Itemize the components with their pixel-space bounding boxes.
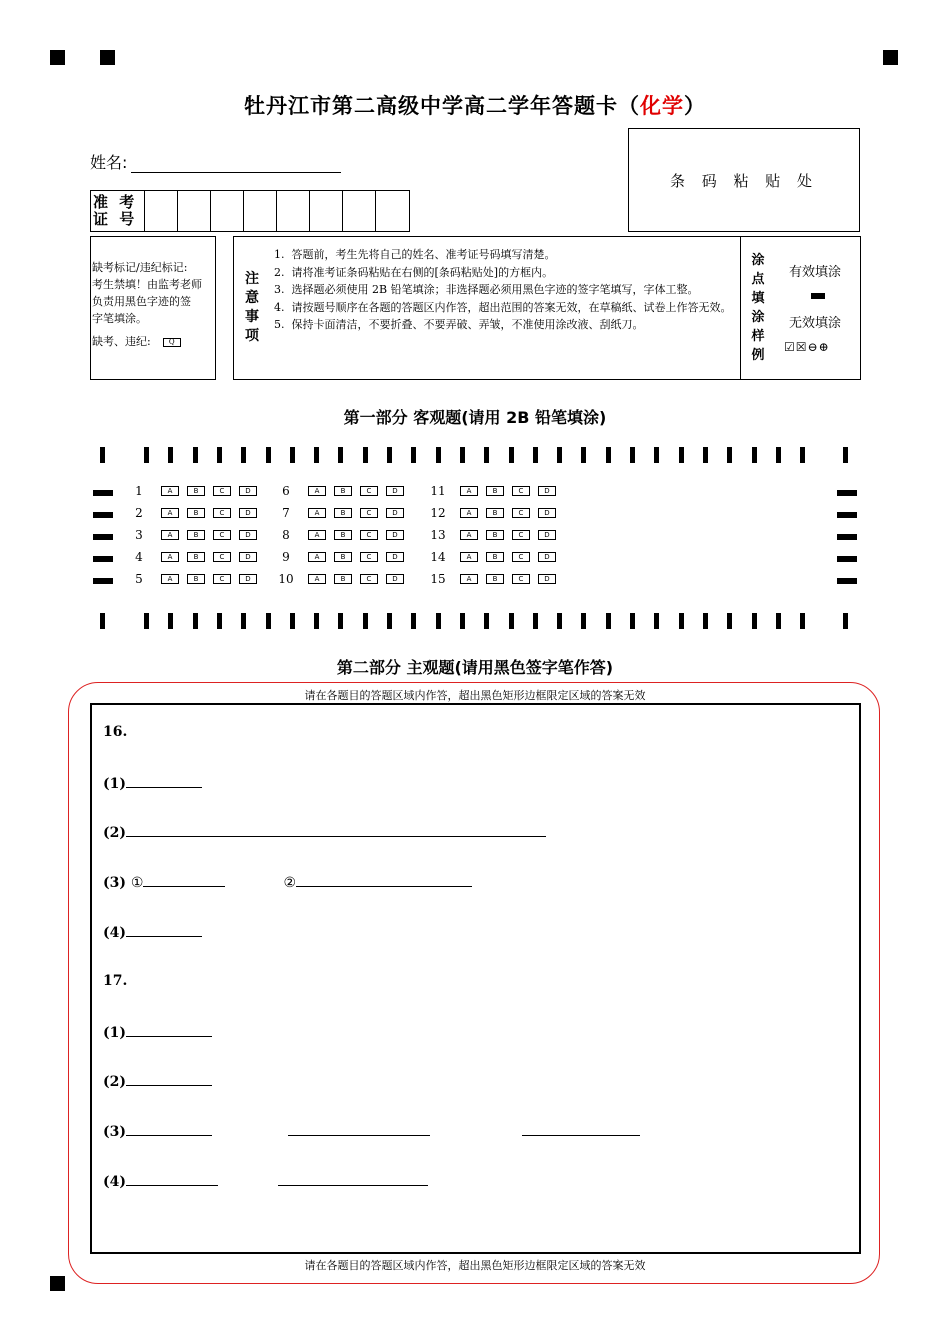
timing-mark [387,613,392,629]
timing-mark [363,447,368,463]
timing-mark [509,447,514,463]
page-title: 牡丹江市第二高级中学高二学年答题卡（化学） [244,94,706,118]
answer-blank[interactable] [522,1122,640,1136]
option-bubble-b[interactable]: B [334,486,352,496]
area-note-bottom: 请在各题目的答题区域内作答，超出黑色矩形边框限定区域的答案无效 [304,1259,646,1272]
timing-mark [679,613,684,629]
exam-id-cell[interactable] [310,191,343,231]
option-bubble-d[interactable]: D [538,574,556,584]
question-number: 14 [430,550,446,564]
corner-mark-bottom-left [50,1276,65,1291]
option-bubble-a[interactable]: A [161,552,179,562]
option-bubble-b[interactable]: B [486,486,504,496]
exam-id-cell[interactable] [343,191,376,231]
timing-mark [460,447,465,463]
option-bubble-c[interactable]: C [512,530,530,540]
option-bubble-d[interactable]: D [538,508,556,518]
row-mark [93,490,113,496]
timing-mark [217,447,222,463]
timing-mark [436,613,441,629]
row-mark [93,578,113,584]
timing-mark [484,613,489,629]
fill-sample-label: 涂 点 填 涂 样 例 [751,253,765,363]
notice-title: 注 意 事 项 [245,271,259,344]
option-bubble-a[interactable]: A [161,530,179,540]
timing-mark [581,613,586,629]
option-bubble-a[interactable]: A [460,552,478,562]
answer-blank[interactable] [126,774,202,788]
timing-mark [606,447,611,463]
name-label: 姓名: [90,153,128,172]
timing-mark [217,613,222,629]
answer-blank[interactable] [126,823,546,837]
timing-mark [703,613,708,629]
valid-fill-label: 有效填涂 [789,265,842,280]
option-bubble-d[interactable]: D [239,574,257,584]
subject-label: 化学 [640,94,684,118]
timing-mark [800,447,805,463]
q17-part2: (2) [103,1072,212,1090]
fill-sample [740,237,860,379]
option-bubble-d[interactable]: D [386,552,404,562]
notice-item: 1. 答题前，考生先将自己的姓名、准考证号码填写清楚。 [274,248,556,261]
notice-list [270,237,740,379]
exam-id-cell[interactable] [277,191,310,231]
valid-fill-mark [811,293,825,299]
invalid-fill-marks: ☑☒⊖⊕ [784,340,830,354]
row-mark [837,490,857,496]
q16-part1: (1) [103,774,202,792]
option-bubble-b[interactable]: B [486,508,504,518]
option-bubble-a[interactable]: A [161,486,179,496]
option-bubble-d[interactable]: D [386,574,404,584]
q16-label: 16. [103,724,128,740]
timing-mark [100,613,105,629]
timing-mark [290,613,295,629]
option-bubble-b[interactable]: B [334,574,352,584]
option-bubble-d[interactable]: D [239,552,257,562]
timing-mark [752,613,757,629]
area-note-top: 请在各题目的答题区域内作答，超出黑色矩形边框限定区域的答案无效 [304,689,646,702]
timing-mark [581,447,586,463]
option-bubble-c[interactable]: C [512,574,530,584]
timing-mark [654,613,659,629]
exam-id-cell[interactable] [244,191,277,231]
row-mark [837,512,857,518]
timing-mark [338,613,343,629]
corner-mark-top-left-1 [50,50,65,65]
question-number: 7 [282,506,290,520]
q17-label: 17. [103,973,128,989]
timing-mark [193,447,198,463]
option-bubble-a[interactable]: A [308,486,326,496]
timing-mark [436,447,441,463]
q17-part3: (3) [103,1122,640,1140]
timing-mark [460,613,465,629]
timing-mark [266,613,271,629]
option-bubble-b[interactable]: B [187,530,205,540]
exam-id-grid [90,190,410,232]
option-bubble-c[interactable]: C [360,574,378,584]
timing-mark [800,613,805,629]
option-bubble-c[interactable]: C [213,552,231,562]
option-bubble-d[interactable]: D [386,508,404,518]
option-bubble-b[interactable]: B [334,508,352,518]
invalid-fill-label: 无效填涂 [789,316,842,331]
timing-mark [363,613,368,629]
answer-blank[interactable] [126,1172,218,1186]
timing-mark [533,613,538,629]
option-bubble-a[interactable]: A [308,552,326,562]
answer-blank[interactable] [126,1122,212,1136]
notice-item: 4. 请按题号顺序在各题的答题区内作答，超出范围的答案无效，在草稿纸、试卷上作答无效。 [274,300,732,314]
question-number: 6 [282,484,290,498]
option-bubble-b[interactable]: B [187,508,205,518]
option-bubble-d[interactable]: D [386,486,404,496]
timing-mark [727,447,732,463]
timing-mark [752,447,757,463]
option-bubble-a[interactable]: A [460,508,478,518]
timing-mark [387,447,392,463]
option-bubble-c[interactable]: C [213,508,231,518]
question-number: 8 [282,528,290,542]
option-bubble-d[interactable]: D [239,530,257,540]
absent-mark-box: 缺考标记/违纪标记: 考生禁填！由监考老师 负责用黑色字迹的签 字笔填涂。 缺考、违纪: Q [90,236,216,380]
timing-mark [411,447,416,463]
timing-mark [484,447,489,463]
q17-part4: (4) [103,1172,428,1190]
timing-mark [241,447,246,463]
q16-part4: (4) [103,923,202,941]
option-bubble-a[interactable]: A [460,486,478,496]
timing-mark [193,613,198,629]
option-bubble-c[interactable]: C [512,508,530,518]
answer-blank[interactable] [126,1072,212,1086]
option-bubble-c[interactable]: C [213,486,231,496]
row-mark [837,534,857,540]
notice-item: 3. 选择题必须使用 2B 铅笔填涂；非选择题必须用黑色字迹的签字笔填写，字体工整。 [274,283,699,296]
option-bubble-d[interactable]: D [538,530,556,540]
option-bubble-b[interactable]: B [334,530,352,540]
timing-mark [776,447,781,463]
corner-mark-top-right [883,50,898,65]
notice-item: 2. 请将准考证条码粘贴在右侧的[条码粘贴处]的方框内。 [274,265,554,279]
option-bubble-a[interactable]: A [308,574,326,584]
option-bubble-d[interactable]: D [386,530,404,540]
exam-id-cell[interactable] [145,191,178,231]
timing-mark [241,613,246,629]
name-row [90,150,341,173]
option-bubble-c[interactable]: C [213,574,231,584]
option-bubble-d[interactable]: D [239,508,257,518]
q16-part2: (2) [103,823,546,841]
option-bubble-a[interactable]: A [308,508,326,518]
option-bubble-d[interactable]: D [538,552,556,562]
q17-part1: (1) [103,1023,212,1041]
barcode-area [628,128,860,232]
question-number: 10 [278,572,294,586]
row-mark [93,512,113,518]
option-bubble-a[interactable]: A [161,574,179,584]
timing-mark [338,447,343,463]
exam-id-cell[interactable] [211,191,244,231]
row-mark [837,556,857,562]
question-number: 11 [430,484,446,498]
option-bubble-b[interactable]: B [486,552,504,562]
timing-mark [557,613,562,629]
question-number: 5 [135,572,143,586]
option-bubble-a[interactable]: A [308,530,326,540]
exam-id-label: 准 考 证 号 [91,191,145,231]
timing-mark [533,447,538,463]
timing-mark [630,447,635,463]
timing-mark [100,447,105,463]
timing-mark [168,613,173,629]
option-bubble-a[interactable]: A [460,530,478,540]
option-bubble-c[interactable]: C [213,530,231,540]
answer-blank[interactable] [288,1122,430,1136]
option-bubble-b[interactable]: B [187,552,205,562]
option-bubble-b[interactable]: B [486,530,504,540]
barcode-label: 条 码 粘 贴 处 [669,171,819,190]
timing-mark [144,613,149,629]
q16-part3: (3) ① ② [103,873,472,891]
option-bubble-c[interactable]: C [512,552,530,562]
part2-heading: 第二部分 主观题(请用黑色签字笔作答) [336,658,614,677]
answer-blank[interactable] [126,923,202,937]
question-number: 12 [430,506,446,520]
option-bubble-c[interactable]: C [360,530,378,540]
option-bubble-d[interactable]: D [239,486,257,496]
question-number: 9 [282,550,290,564]
option-bubble-c[interactable]: C [360,486,378,496]
question-number: 2 [135,506,143,520]
row-mark [93,534,113,540]
row-mark [93,556,113,562]
timing-mark [776,613,781,629]
timing-mark [843,447,848,463]
timing-mark [679,447,684,463]
corner-mark-top-left-2 [100,50,115,65]
timing-mark [654,447,659,463]
option-bubble-a[interactable]: A [161,508,179,518]
option-bubble-b[interactable]: B [187,486,205,496]
timing-mark [703,447,708,463]
absent-flag-bubble[interactable]: Q [163,338,181,347]
timing-mark [630,613,635,629]
part1-heading: 第一部分 客观题(请用 2B 铅笔填涂) [343,408,607,427]
timing-mark [314,447,319,463]
timing-mark [314,613,319,629]
timing-mark [509,613,514,629]
option-bubble-a[interactable]: A [460,574,478,584]
timing-mark [843,613,848,629]
notice-box [233,236,861,380]
timing-mark [557,447,562,463]
timing-mark [411,613,416,629]
option-bubble-c[interactable]: C [512,486,530,496]
notice-item: 5. 保持卡面清洁，不要折叠、不要弄破、弄皱，不准使用涂改液、刮纸刀。 [274,318,644,331]
timing-mark [727,613,732,629]
answer-blank[interactable] [296,873,472,887]
answer-blank[interactable] [126,1023,212,1037]
question-number: 15 [430,572,446,586]
timing-mark [168,447,173,463]
timing-mark [290,447,295,463]
option-bubble-c[interactable]: C [360,508,378,518]
timing-mark [266,447,271,463]
exam-id-cell[interactable] [178,191,211,231]
option-bubble-d[interactable]: D [538,486,556,496]
row-mark [837,578,857,584]
question-number: 3 [135,528,143,542]
question-number: 13 [430,528,446,542]
option-bubble-b[interactable]: B [187,574,205,584]
option-bubble-b[interactable]: B [486,574,504,584]
option-bubble-b[interactable]: B [334,552,352,562]
timing-mark [144,447,149,463]
option-bubble-c[interactable]: C [360,552,378,562]
question-number: 4 [135,550,143,564]
timing-mark [606,613,611,629]
exam-id-cell[interactable] [376,191,409,231]
question-number: 1 [135,484,143,498]
answer-blank[interactable] [143,873,225,887]
name-field[interactable] [131,157,341,173]
answer-blank[interactable] [278,1172,428,1186]
